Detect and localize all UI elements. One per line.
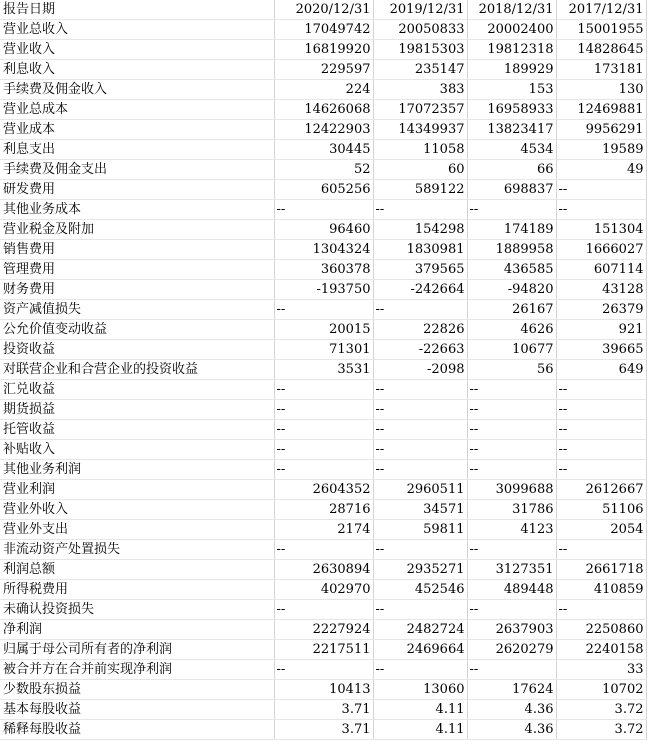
value-cell[interactable]: 173181	[556, 60, 646, 80]
table-row	[0, 320, 646, 340]
row-label-cell[interactable]: 营业外支出	[0, 520, 274, 540]
value-cell[interactable]: 71301	[274, 340, 373, 360]
value-cell[interactable]: 235147	[373, 60, 467, 80]
value-cell[interactable]: 11058	[373, 140, 467, 160]
value-cell[interactable]: --	[556, 600, 646, 620]
value-cell[interactable]: 2637903	[467, 620, 556, 640]
value-cell[interactable]: 174189	[467, 220, 556, 240]
value-cell[interactable]: 224	[274, 80, 373, 100]
value-cell[interactable]: 49	[556, 160, 646, 180]
header-year-cell[interactable]: 2020/12/31	[274, 0, 373, 20]
value-cell[interactable]: 66	[467, 160, 556, 180]
value-cell[interactable]: --	[467, 380, 556, 400]
table-row	[0, 560, 646, 580]
table-row	[0, 200, 646, 220]
row-label-cell[interactable]: 利润总额	[0, 560, 274, 580]
value-cell[interactable]: 189929	[467, 60, 556, 80]
row-label-cell[interactable]: 期货损益	[0, 400, 274, 420]
value-cell[interactable]: 34571	[373, 500, 467, 520]
header-row	[0, 0, 646, 20]
value-cell[interactable]: 14349937	[373, 120, 467, 140]
value-cell[interactable]: 3531	[274, 360, 373, 380]
value-cell[interactable]: 2612667	[556, 480, 646, 500]
value-cell[interactable]: 96460	[274, 220, 373, 240]
value-cell[interactable]: 2960511	[373, 480, 467, 500]
value-cell[interactable]: 4.11	[373, 700, 467, 720]
value-cell[interactable]: --	[467, 400, 556, 420]
value-cell[interactable]: --	[556, 180, 646, 200]
value-cell[interactable]: 2227924	[274, 620, 373, 640]
value-cell[interactable]: 151304	[556, 220, 646, 240]
value-cell[interactable]: 436585	[467, 260, 556, 280]
value-cell[interactable]: 22826	[373, 320, 467, 340]
value-cell[interactable]: 489448	[467, 580, 556, 600]
table-row	[0, 640, 646, 660]
value-cell[interactable]: 2250860	[556, 620, 646, 640]
row-label-cell[interactable]: 基本每股收益	[0, 700, 274, 720]
value-cell[interactable]: -22663	[373, 340, 467, 360]
row-label-cell[interactable]: 其他业务利润	[0, 460, 274, 480]
table-row	[0, 680, 646, 700]
value-cell[interactable]: 698837	[467, 180, 556, 200]
table-row	[0, 100, 646, 120]
value-cell[interactable]: 16819920	[274, 40, 373, 60]
value-cell[interactable]: 2240158	[556, 640, 646, 660]
table-row	[0, 340, 646, 360]
table-row	[0, 400, 646, 420]
value-cell[interactable]: 17624	[467, 680, 556, 700]
value-cell[interactable]: 43128	[556, 280, 646, 300]
value-cell[interactable]: --	[556, 440, 646, 460]
value-cell[interactable]: 33	[556, 660, 646, 680]
table-row	[0, 80, 646, 100]
row-label-cell[interactable]: 管理费用	[0, 260, 274, 280]
value-cell[interactable]: --	[467, 660, 556, 680]
value-cell[interactable]: 2630894	[274, 560, 373, 580]
table-row	[0, 160, 646, 180]
row-label-cell[interactable]: 营业利润	[0, 480, 274, 500]
table-row	[0, 460, 646, 480]
value-cell[interactable]: -242664	[373, 280, 467, 300]
value-cell[interactable]: 30445	[274, 140, 373, 160]
table-row	[0, 620, 646, 640]
value-cell[interactable]: 3.71	[274, 700, 373, 720]
value-cell[interactable]: --	[274, 420, 373, 440]
value-cell[interactable]: 1830981	[373, 240, 467, 260]
value-cell[interactable]: 4.36	[467, 700, 556, 720]
value-cell[interactable]: 19589	[556, 140, 646, 160]
table-row	[0, 480, 646, 500]
row-label-cell[interactable]: 稀释每股收益	[0, 720, 274, 740]
value-cell[interactable]: --	[373, 660, 467, 680]
table-row	[0, 580, 646, 600]
table-row	[0, 440, 646, 460]
value-cell[interactable]: -2098	[373, 360, 467, 380]
value-cell[interactable]: 10413	[274, 680, 373, 700]
header-year-cell[interactable]: 2017/12/31	[556, 0, 646, 20]
value-cell[interactable]: 31786	[467, 500, 556, 520]
value-cell[interactable]: 4626	[467, 320, 556, 340]
value-cell[interactable]: 2482724	[373, 620, 467, 640]
value-cell[interactable]: 4.36	[467, 720, 556, 740]
value-cell[interactable]: --	[373, 400, 467, 420]
value-cell[interactable]: --	[274, 540, 373, 560]
value-cell[interactable]: 2661718	[556, 560, 646, 580]
row-label-cell[interactable]: 投资收益	[0, 340, 274, 360]
value-cell[interactable]: 4534	[467, 140, 556, 160]
value-cell[interactable]: --	[556, 380, 646, 400]
header-year-cell[interactable]: 2019/12/31	[373, 0, 467, 20]
value-cell[interactable]: 3.72	[556, 720, 646, 740]
value-cell[interactable]: 15001955	[556, 20, 646, 40]
row-label-cell[interactable]: 销售费用	[0, 240, 274, 260]
value-cell[interactable]: 12422903	[274, 120, 373, 140]
row-label-cell[interactable]: 对联营企业和合营企业的投资收益	[0, 360, 274, 380]
table-row	[0, 380, 646, 400]
value-cell[interactable]: 19815303	[373, 40, 467, 60]
value-cell[interactable]: 921	[556, 320, 646, 340]
table-row	[0, 600, 646, 620]
value-cell[interactable]: --	[556, 200, 646, 220]
value-cell[interactable]: --	[373, 380, 467, 400]
value-cell[interactable]: 4.11	[373, 720, 467, 740]
value-cell[interactable]: 379565	[373, 260, 467, 280]
value-cell[interactable]: 589122	[373, 180, 467, 200]
value-cell[interactable]: 2620279	[467, 640, 556, 660]
value-cell[interactable]: 607114	[556, 260, 646, 280]
value-cell[interactable]: 2469664	[373, 640, 467, 660]
value-cell[interactable]: --	[467, 460, 556, 480]
value-cell[interactable]: 3.72	[556, 700, 646, 720]
row-label-cell[interactable]: 非流动资产处置损失	[0, 540, 274, 560]
value-cell[interactable]: 9956291	[556, 120, 646, 140]
row-label-cell[interactable]: 托管收益	[0, 420, 274, 440]
value-cell[interactable]: 10702	[556, 680, 646, 700]
value-cell[interactable]: 20002400	[467, 20, 556, 40]
value-cell[interactable]: --	[274, 440, 373, 460]
value-cell[interactable]: -193750	[274, 280, 373, 300]
table-row	[0, 60, 646, 80]
value-cell[interactable]: 229597	[274, 60, 373, 80]
value-cell[interactable]: 59811	[373, 520, 467, 540]
value-cell[interactable]: 17049742	[274, 20, 373, 40]
value-cell[interactable]: --	[556, 540, 646, 560]
value-cell[interactable]: 2217511	[274, 640, 373, 660]
table-row	[0, 120, 646, 140]
row-label-cell[interactable]: 利息收入	[0, 60, 274, 80]
table-row	[0, 700, 646, 720]
value-cell[interactable]: 1889958	[467, 240, 556, 260]
table-row	[0, 260, 646, 280]
row-label-cell[interactable]: 手续费及佣金收入	[0, 80, 274, 100]
value-cell[interactable]: 4123	[467, 520, 556, 540]
value-cell[interactable]: 3099688	[467, 480, 556, 500]
value-cell[interactable]: 12469881	[556, 100, 646, 120]
row-label-cell[interactable]: 归属于母公司所有者的净利润	[0, 640, 274, 660]
header-year-cell[interactable]: 2018/12/31	[467, 0, 556, 20]
row-label-cell[interactable]: 营业总成本	[0, 100, 274, 120]
table-row	[0, 660, 646, 680]
value-cell[interactable]: 20015	[274, 320, 373, 340]
table-row	[0, 40, 646, 60]
table-row	[0, 240, 646, 260]
table-row	[0, 720, 646, 740]
value-cell[interactable]: 14828645	[556, 40, 646, 60]
value-cell[interactable]: --	[556, 400, 646, 420]
value-cell[interactable]: 14626068	[274, 100, 373, 120]
value-cell[interactable]: --	[274, 380, 373, 400]
row-label-cell[interactable]: 资产减值损失	[0, 300, 274, 320]
value-cell[interactable]: --	[373, 300, 467, 320]
value-cell[interactable]: 402970	[274, 580, 373, 600]
header-label-cell[interactable]: 报告日期	[0, 0, 274, 20]
row-label-cell[interactable]: 营业收入	[0, 40, 274, 60]
value-cell[interactable]: 410859	[556, 580, 646, 600]
value-cell[interactable]: --	[373, 540, 467, 560]
value-cell[interactable]: 2604352	[274, 480, 373, 500]
value-cell[interactable]: --	[274, 460, 373, 480]
value-cell[interactable]: 28716	[274, 500, 373, 520]
value-cell[interactable]: --	[556, 460, 646, 480]
value-cell[interactable]: --	[274, 200, 373, 220]
table-row	[0, 20, 646, 40]
row-label-cell[interactable]: 汇兑收益	[0, 380, 274, 400]
value-cell[interactable]: --	[373, 200, 467, 220]
value-cell[interactable]: 2935271	[373, 560, 467, 580]
value-cell[interactable]: 3.71	[274, 720, 373, 740]
value-cell[interactable]: --	[373, 600, 467, 620]
row-label-cell[interactable]: 少数股东损益	[0, 680, 274, 700]
value-cell[interactable]: 13060	[373, 680, 467, 700]
row-label-cell[interactable]: 补贴收入	[0, 440, 274, 460]
table-row	[0, 360, 646, 380]
value-cell[interactable]: 10677	[467, 340, 556, 360]
row-label-cell[interactable]: 研发费用	[0, 180, 274, 200]
value-cell[interactable]: 1666027	[556, 240, 646, 260]
value-cell[interactable]: --	[467, 600, 556, 620]
value-cell[interactable]: --	[274, 660, 373, 680]
table-row	[0, 520, 646, 540]
table-row	[0, 420, 646, 440]
value-cell[interactable]: 17072357	[373, 100, 467, 120]
table-row	[0, 280, 646, 300]
value-cell[interactable]: 16958933	[467, 100, 556, 120]
row-label-cell[interactable]: 所得税费用	[0, 580, 274, 600]
row-label-cell[interactable]: 营业总收入	[0, 20, 274, 40]
value-cell[interactable]: 2054	[556, 520, 646, 540]
value-cell[interactable]: 19812318	[467, 40, 556, 60]
value-cell[interactable]: 452546	[373, 580, 467, 600]
value-cell[interactable]: 3127351	[467, 560, 556, 580]
value-cell[interactable]: --	[373, 460, 467, 480]
value-cell[interactable]: 56	[467, 360, 556, 380]
value-cell[interactable]: 13823417	[467, 120, 556, 140]
value-cell[interactable]: 154298	[373, 220, 467, 240]
value-cell[interactable]: 26167	[467, 300, 556, 320]
value-cell[interactable]: 20050833	[373, 20, 467, 40]
value-cell[interactable]: 649	[556, 360, 646, 380]
value-cell[interactable]: --	[274, 400, 373, 420]
table-row	[0, 500, 646, 520]
row-label-cell[interactable]: 财务费用	[0, 280, 274, 300]
row-label-cell[interactable]: 利息支出	[0, 140, 274, 160]
row-label-cell[interactable]: 其他业务成本	[0, 200, 274, 220]
value-cell[interactable]: 26379	[556, 300, 646, 320]
value-cell[interactable]: 1304324	[274, 240, 373, 260]
value-cell[interactable]: 39665	[556, 340, 646, 360]
value-cell[interactable]: 605256	[274, 180, 373, 200]
table-row	[0, 140, 646, 160]
value-cell[interactable]: 2174	[274, 520, 373, 540]
value-cell[interactable]: 153	[467, 80, 556, 100]
row-label-cell[interactable]: 营业税金及附加	[0, 220, 274, 240]
row-label-cell[interactable]: 公允价值变动收益	[0, 320, 274, 340]
value-cell[interactable]: --	[373, 420, 467, 440]
value-cell[interactable]: --	[274, 300, 373, 320]
row-label-cell[interactable]: 被合并方在合并前实现净利润	[0, 660, 274, 680]
value-cell[interactable]: --	[274, 600, 373, 620]
value-cell[interactable]: --	[373, 440, 467, 460]
table-row	[0, 180, 646, 200]
row-label-cell[interactable]: 营业成本	[0, 120, 274, 140]
table-row	[0, 220, 646, 240]
value-cell[interactable]: 383	[373, 80, 467, 100]
value-cell[interactable]: --	[467, 540, 556, 560]
value-cell[interactable]: -94820	[467, 280, 556, 300]
value-cell[interactable]: 60	[373, 160, 467, 180]
row-label-cell[interactable]: 手续费及佣金支出	[0, 160, 274, 180]
value-cell[interactable]: 360378	[274, 260, 373, 280]
table-row	[0, 300, 646, 320]
value-cell[interactable]: --	[467, 420, 556, 440]
value-cell[interactable]: 52	[274, 160, 373, 180]
row-label-cell[interactable]: 净利润	[0, 620, 274, 640]
value-cell[interactable]: --	[467, 200, 556, 220]
value-cell[interactable]: 130	[556, 80, 646, 100]
value-cell[interactable]: 51106	[556, 500, 646, 520]
value-cell[interactable]: --	[467, 440, 556, 460]
table-row	[0, 540, 646, 560]
value-cell[interactable]: --	[556, 420, 646, 440]
row-label-cell[interactable]: 营业外收入	[0, 500, 274, 520]
row-label-cell[interactable]: 未确认投资损失	[0, 600, 274, 620]
